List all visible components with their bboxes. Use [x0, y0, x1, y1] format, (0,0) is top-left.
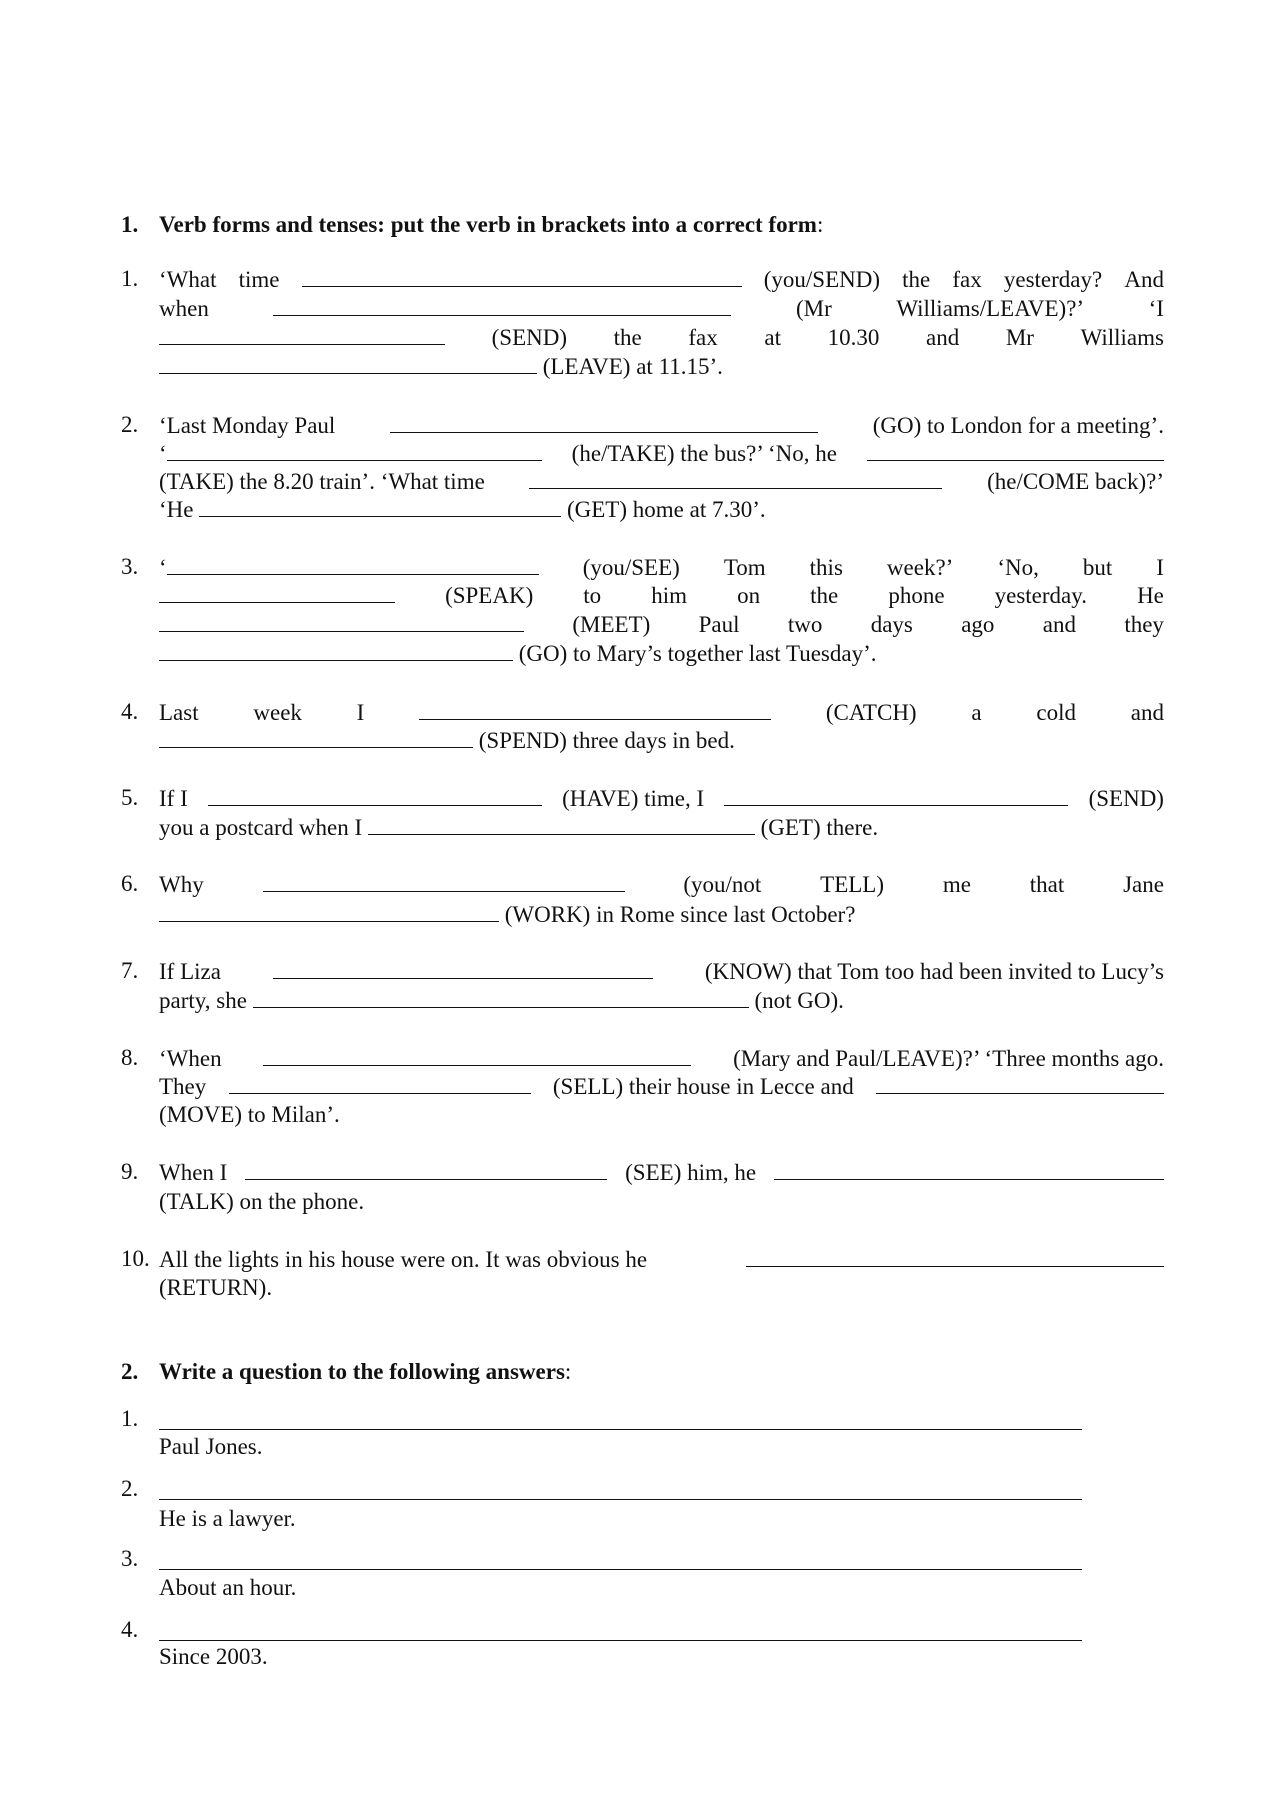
- item-line: ‘What time (you/SEND) the fax yesterday? And: [159, 264, 1164, 293]
- answer-blank[interactable]: [159, 899, 499, 922]
- item-line: All the lights in his house were on. It was obvious he: [159, 1244, 1164, 1273]
- answer-blank[interactable]: [167, 438, 542, 461]
- item-line: When I (SEE) him, he: [159, 1157, 1164, 1186]
- item-number: 10.: [121, 1246, 150, 1271]
- answer-blank[interactable]: [208, 783, 542, 806]
- item-line: They (SELL) their house in Lecce and: [159, 1071, 1164, 1100]
- item-line: Why (you/not TELL) me that Jane: [159, 869, 1164, 898]
- answer-blank[interactable]: [263, 869, 625, 892]
- item-number: 6.: [121, 871, 139, 896]
- answer-blank[interactable]: [302, 264, 742, 287]
- answer-blank[interactable]: [774, 1157, 1164, 1180]
- item-number: 9.: [121, 1159, 139, 1184]
- answer-blank[interactable]: [273, 293, 731, 316]
- question-number: 1.: [121, 1406, 139, 1431]
- section-2-title: Write a question to the following answers: [159, 1359, 565, 1384]
- item-line: (TALK) on the phone.: [159, 1189, 365, 1214]
- answer-blank[interactable]: [529, 466, 942, 489]
- section-1-number: 1.: [121, 212, 139, 237]
- question-blank[interactable]: [159, 1474, 1082, 1500]
- answer-blank[interactable]: [253, 985, 749, 1008]
- question-blank[interactable]: [159, 1404, 1082, 1430]
- answer-blank[interactable]: [159, 580, 395, 603]
- item-line: (MOVE) to Milan’.: [159, 1102, 340, 1127]
- item-line: (SPEND) three days in bed.: [159, 725, 735, 754]
- answer-blank[interactable]: [199, 494, 561, 517]
- answer-blank[interactable]: [159, 609, 524, 632]
- item-line: when (Mr Williams/LEAVE)?’ ‘I: [159, 293, 1164, 322]
- item-number: 7.: [121, 958, 139, 983]
- answer-blank[interactable]: [419, 697, 771, 720]
- item-line: (RETURN).: [159, 1275, 273, 1300]
- item-line: ‘He (GET) home at 7.30’.: [159, 494, 766, 523]
- given-answer: Since 2003.: [159, 1644, 268, 1669]
- item-number: 5.: [121, 785, 139, 810]
- section-2-number: 2.: [121, 1359, 139, 1384]
- answer-blank[interactable]: [159, 725, 473, 748]
- item-line: (SPEAK) to him on the phone yesterday. He: [159, 580, 1164, 609]
- item-number: 1.: [121, 266, 139, 291]
- item-line: (SEND) the fax at 10.30 and Mr Williams: [159, 322, 1164, 351]
- given-answer: He is a lawyer.: [159, 1506, 296, 1531]
- item-number: 2.: [121, 412, 139, 437]
- question-number: 3.: [121, 1546, 139, 1571]
- item-number: 4.: [121, 699, 139, 724]
- answer-blank[interactable]: [229, 1071, 531, 1094]
- item-line: (MEET) Paul two days ago and they: [159, 609, 1164, 638]
- answer-blank[interactable]: [746, 1244, 1164, 1267]
- item-line: you a postcard when I (GET) there.: [159, 812, 878, 841]
- worksheet-page: 1. Verb forms and tenses: put the verb in brackets into a correct form: 1. ‘What time (you/SEND) the fax yesterday? And when (Mr Williams/LEAVE)?’ ‘I (SEND) the fax at 10.30 and Mr Williams (LEAVE) at 11.15’. 2. ‘Last Monday Paul (GO) to London for a meeting’. ‘ (he/TAKE) the bus?’ ‘No, he (TAKE) the 8.20 train’. ‘What time (he/COME back)?’ ‘He (GET) home at 7.30’. 3. ‘ (you/SEE) Tom this week?’ ‘No, but I (SPEAK) to him on the phone yesterday. He (MEET) Paul two days ago and they (GO) to Mary’s together last Tuesday’. 4. Last week I (CATCH) a cold and (SPEND) three days in bed. 5. If I (HAVE) time, I (SEND) you a postcard when I (GET) there. 6. Why (you/not TELL) me that Jane (WORK) in Rome since last October? 7. If Liza (KNOW) that Tom too had been invited to Lucy’s party, she (not GO). 8. ‘When (Mary and Paul/LEAVE)?’ ‘Three months ago. They (SELL) their house in Lecce and (MOVE) to Milan’. 9. When I (SEE) him, he (TALK) on the phone. 10. All the lights in his house were on. It was obvious he (RETURN). 2. Write a question to the following answers: 1. Paul Jones. 2. He is a lawyer. 3. About an hour. 4. Since 2003.: [121, 212, 1164, 1669]
- given-answer: About an hour.: [159, 1575, 297, 1600]
- answer-blank[interactable]: [245, 1157, 607, 1180]
- answer-blank[interactable]: [159, 351, 537, 374]
- item-line: If Liza (KNOW) that Tom too had been invited to Lucy’s: [159, 956, 1164, 985]
- question-number: 4.: [121, 1617, 139, 1642]
- item-number: 8.: [121, 1045, 139, 1070]
- item-line: (LEAVE) at 11.15’.: [159, 351, 723, 380]
- answer-blank[interactable]: [167, 552, 539, 575]
- answer-blank[interactable]: [159, 638, 513, 661]
- item-line: (TAKE) the 8.20 train’. ‘What time (he/COME back)?’: [159, 466, 1164, 495]
- question-blank[interactable]: [159, 1544, 1082, 1570]
- item-line: ‘Last Monday Paul (GO) to London for a meeting’.: [159, 410, 1164, 439]
- answer-blank[interactable]: [368, 812, 755, 835]
- question-number: 2.: [121, 1476, 139, 1501]
- item-line: (GO) to Mary’s together last Tuesday’.: [159, 638, 877, 667]
- item-line: ‘When (Mary and Paul/LEAVE)?’ ‘Three months ago.: [159, 1043, 1164, 1072]
- given-answer: Paul Jones.: [159, 1434, 263, 1459]
- answer-blank[interactable]: [876, 1071, 1164, 1094]
- item-line: ‘ (you/SEE) Tom this week?’ ‘No, but I: [159, 552, 1164, 581]
- item-number: 3.: [121, 554, 139, 579]
- item-line: (WORK) in Rome since last October?: [159, 899, 855, 928]
- item-line: Last week I (CATCH) a cold and: [159, 697, 1164, 726]
- answer-blank[interactable]: [390, 410, 818, 433]
- section-1-title: Verb forms and tenses: put the verb in brackets into a correct form: [159, 212, 817, 237]
- answer-blank[interactable]: [724, 783, 1068, 806]
- answer-blank[interactable]: [159, 322, 445, 345]
- item-line: If I (HAVE) time, I (SEND): [159, 783, 1164, 812]
- answer-blank[interactable]: [273, 956, 653, 979]
- item-line: ‘ (he/TAKE) the bus?’ ‘No, he: [159, 438, 1164, 467]
- item-line: party, she (not GO).: [159, 985, 844, 1014]
- question-blank[interactable]: [159, 1615, 1082, 1641]
- answer-blank[interactable]: [263, 1043, 691, 1066]
- answer-blank[interactable]: [867, 438, 1164, 461]
